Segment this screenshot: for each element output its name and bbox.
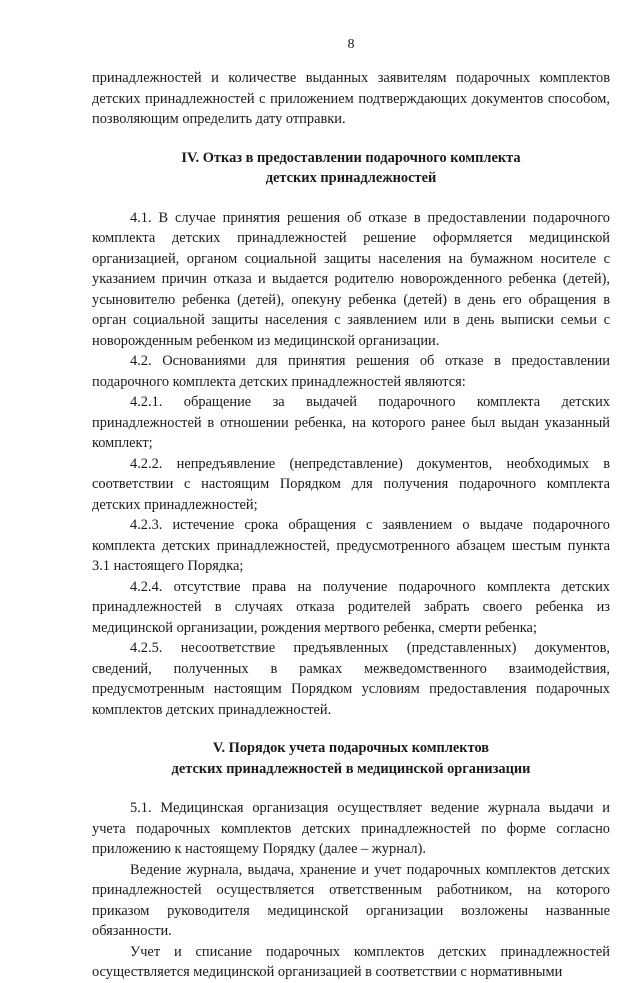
- document-page: [92, 36, 610, 983]
- paragraph-4-2-4: 4.2.4. отсутствие права на получение подарочного комплекта детских принадлежностей в случаях отказа родителей забрать своего ребенка из медицинской организации, рождения мертвого ребенка, смерти ребенка;: [92, 578, 610, 636]
- paragraph-5-1: 5.1. Медицинская организация осуществляет ведение журнала выдачи и учета подарочных комплектов детских принадлежностей по форме согласно приложению к настоящему Порядку (далее – журнал).: [92, 800, 610, 857]
- section-4-title-line-1: IV. Отказ в предоставлении подарочного комплекта: [181, 149, 521, 166]
- page-number: 8: [347, 37, 355, 52]
- paragraph-4-2-3: 4.2.3. истечение срока обращения с заявлением о выдаче подарочного комплекта детских принадлежностей, предусмотренного абзацем шестым пункта 3.1 настоящего Порядка;: [92, 517, 610, 574]
- paragraph-5-1-journal: Ведение журнала, выдача, хранение и учет подарочных комплектов детских принадлежностей осуществляется ответственным работником, на которого приказом руководителя медицинской организации возложены названные обязанности.: [92, 861, 610, 939]
- section-5-title-line-2: детских принадлежностей в медицинской организации: [171, 760, 531, 777]
- section-5-title: [92, 738, 610, 779]
- paragraph-4-2-2: 4.2.2. непредъявление (непредставление) документов, необходимых в соответствии с настоящим Порядком для получения подарочного комплекта детских принадлежностей;: [92, 455, 610, 513]
- section-4-title-line-2: детских принадлежностей: [265, 170, 437, 186]
- paragraph-5-1-accounting: Учет и списание подарочных комплектов детских принадлежностей осуществляется медицинской организацией в соответствии с нормативными: [92, 943, 610, 980]
- paragraph-4-1: 4.1. В случае принятия решения об отказе в предоставлении подарочного комплекта детских принадлежностей решение оформляется медицинской организацией, органом социальной защиты населения на бумажном носителе с указанием причин отказа и выдается родителю новорожденного ребенка (детей), усыновителю ребенка (детей), опекуну ребенка (детей) в день его обращения в орган социальной защиты населения с заявлением или в день выписки семьи с новорожденным ребенком из медицинской организации.: [92, 209, 610, 349]
- paragraph-4-2-1: 4.2.1. обращение за выдачей подарочного комплекта детских принадлежностей в отношении ребенка, на которого ранее был выдан указанный комплект;: [92, 394, 610, 451]
- paragraph-4-2-5: 4.2.5. несоответствие предъявленных (представленных) документов, сведений, полученных в рамках межведомственного взаимодействия, предусмотренным настоящим Порядком условиям предоставления подарочных комплектов детских принадлежностей.: [92, 640, 610, 718]
- intro-paragraph: принадлежностей и количестве выданных заявителям подарочных комплектов детских принадлежностей с приложением подтверждающих документов способом, позволяющим определить дату отправки.: [92, 70, 610, 127]
- paragraph-4-2: 4.2. Основаниями для принятия решения об отказе в предоставлении подарочного комплекта детских принадлежностей являются:: [92, 353, 610, 390]
- section-4-title: [92, 148, 610, 189]
- section-5-title-line-1: V. Порядок учета подарочных комплектов: [212, 740, 490, 756]
